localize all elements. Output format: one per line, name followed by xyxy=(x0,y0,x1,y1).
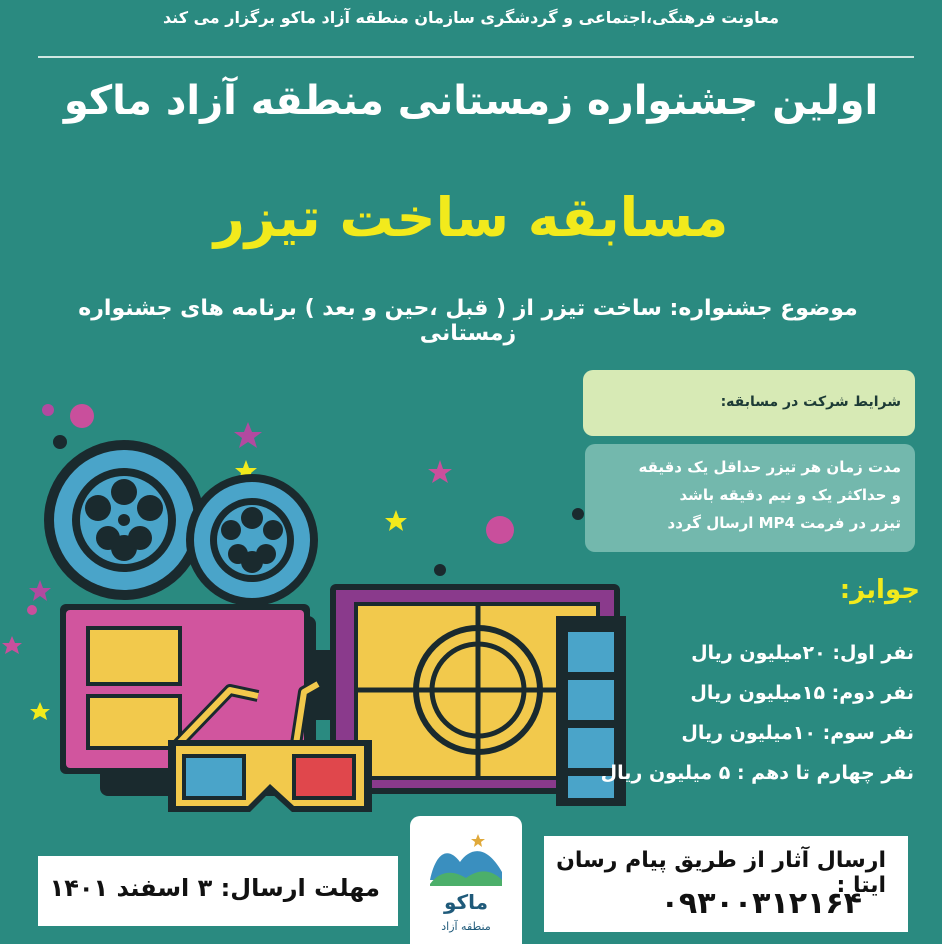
deadline-text: مهلت ارسال: ۳ اسفند ۱۴۰۱ xyxy=(49,874,380,902)
logo xyxy=(410,816,522,944)
decor-dot xyxy=(486,516,514,544)
competition-title: مسابقه ساخت تیزر xyxy=(213,186,729,249)
rules-heading: شرایط شرکت در مسابقه: xyxy=(720,394,901,410)
festival-title: اولین جشنواره زمستانی منطقه آزاد ماکو xyxy=(63,78,879,124)
rules-heading-box xyxy=(583,370,915,436)
header-divider xyxy=(38,56,914,58)
star-icon xyxy=(30,702,50,720)
submission-label: ارسال آثار از طریق پیام رسان ایتا : xyxy=(556,848,886,898)
film-reel-icon xyxy=(186,474,318,606)
rule-line: تیزر در فرمت MP4 ارسال گردد xyxy=(667,514,901,532)
decor-dot xyxy=(572,508,584,520)
star-icon xyxy=(385,510,407,531)
film-reel-icon xyxy=(44,440,204,600)
decor-dot xyxy=(27,605,37,615)
logo-text: ماکو xyxy=(443,890,489,914)
star-icon xyxy=(428,460,452,483)
prize-fourth-to-tenth: نفر چهارم تا دهم : ۵ میلیون ریال xyxy=(600,762,914,784)
prize-third: نفر سوم: ۱۰میلیون ریال xyxy=(681,722,914,744)
organizer-text: معاونت فرهنگی،اجتماعی و گردشگری سازمان منطقه آزاد ماکو برگزار می کند xyxy=(162,8,780,27)
decor-dot xyxy=(70,404,94,428)
rule-line: و حداکثر یک و نیم دقیقه باشد xyxy=(679,486,901,504)
deadline-box xyxy=(38,856,398,926)
prizes-heading: جوایز: xyxy=(839,575,920,605)
phone-number[interactable]: ۰۹۳۰۰۳۱۲۱۶۴ xyxy=(660,886,862,921)
prize-first: نفر اول: ۲۰میلیون ریال xyxy=(691,642,914,664)
star-icon xyxy=(2,636,22,654)
star-icon xyxy=(234,422,262,448)
logo-subtext: منطقه آزاد xyxy=(441,920,491,933)
submission-box xyxy=(544,836,908,932)
rules-box xyxy=(585,444,915,552)
decor-dot xyxy=(42,404,54,416)
cinema-illustration xyxy=(0,380,640,850)
festival-topic: موضوع جشنواره: ساخت تیزر از ( قبل ،حین و بعد ) برنامه های جشنواره زمستانی xyxy=(78,296,858,346)
decor-dot xyxy=(53,435,67,449)
prize-second: نفر دوم: ۱۵میلیون ریال xyxy=(690,682,914,704)
rule-line: مدت زمان هر تیزر حداقل یک دقیقه xyxy=(638,458,901,476)
star-icon xyxy=(29,580,51,601)
decor-dot xyxy=(434,564,446,576)
mountain-logo-icon xyxy=(426,832,506,888)
